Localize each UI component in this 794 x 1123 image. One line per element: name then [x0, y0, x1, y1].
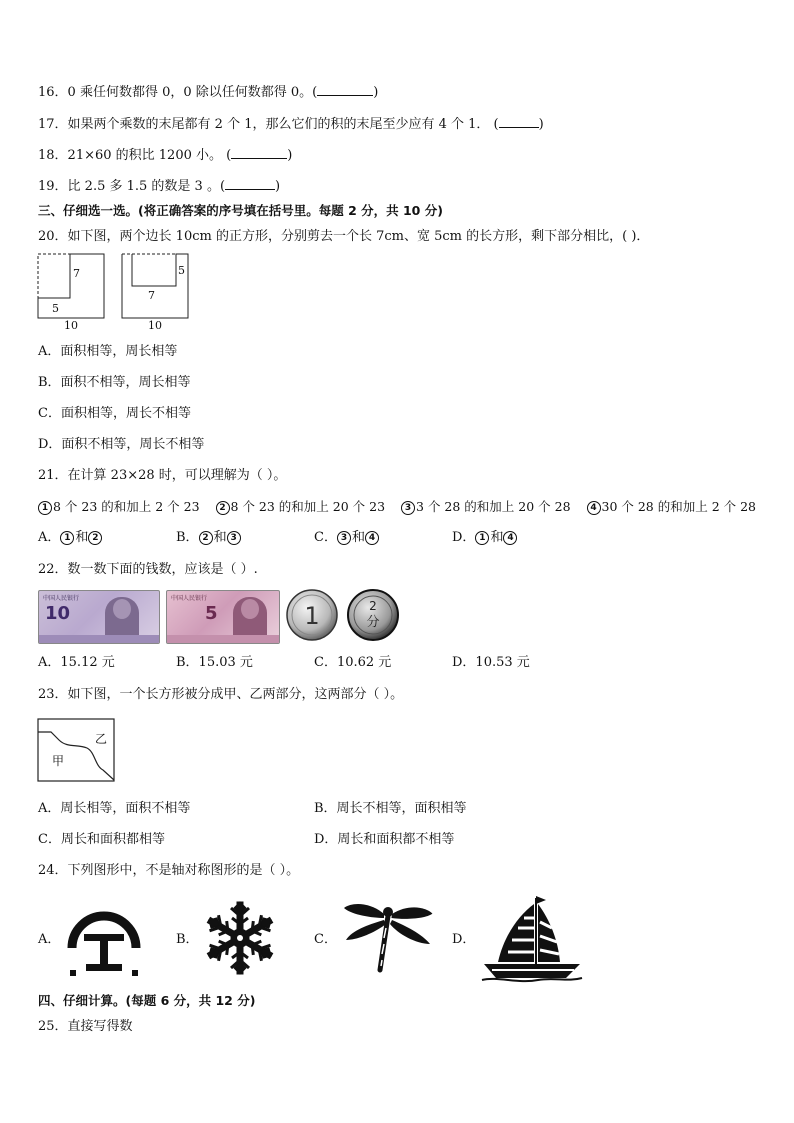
q24-option-c-letter[interactable]: C．: [314, 932, 337, 947]
q21-option-b[interactable]: B． 2 和 3: [176, 529, 242, 547]
q22-option-c[interactable]: C．10.62 元: [314, 655, 392, 670]
question-25: 25．直接写得数: [38, 1019, 133, 1034]
question-17: 17．如果两个乘数的末尾都有 2 个 1，那么它们的积的末尾至少应有 4 个 1． ( ): [38, 114, 544, 134]
question-21-stem: 21．在计算 23×28 时，可以理解为（ ）。: [38, 468, 287, 483]
one-yuan-coin: [285, 588, 339, 642]
metro-logo-icon[interactable]: [64, 898, 144, 978]
q24-option-b-letter[interactable]: B．: [176, 932, 199, 947]
q21-option-d[interactable]: D． 1 和 4: [452, 529, 518, 547]
question-19: 19．比 2.5 多 1.5 的数是 3 。( ): [38, 176, 280, 196]
q22-option-d[interactable]: D．10.53 元: [452, 655, 530, 670]
five-yuan-note: 中国人民银行 5: [166, 590, 280, 644]
q24-option-a-letter[interactable]: A．: [38, 932, 61, 947]
question-16: 16．0 乘任何数都得 0，0 除以任何数都得 0。( ): [38, 82, 378, 102]
svg-text:分: 分: [366, 615, 380, 630]
q23-option-d[interactable]: D．周长和面积都不相等: [314, 832, 455, 847]
q20-left-label-10: 10: [64, 319, 78, 332]
q23-option-a[interactable]: A．周长相等，面积不相等: [38, 801, 191, 816]
question-22-stem: 22．数一数下面的钱数，应该是（ ）.: [38, 562, 258, 577]
two-fen-coin: [346, 588, 400, 642]
question-24-stem: 24．下列图形中，不是轴对称图形的是（ ）。: [38, 863, 300, 878]
circled-number: 2: [216, 501, 230, 515]
ten-yuan-note: 中国人民银行 10: [38, 590, 160, 644]
answer-blank[interactable]: [231, 145, 287, 159]
dragonfly-icon[interactable]: [340, 898, 436, 978]
q20-left-label-7: 7: [73, 267, 80, 280]
q23-figure: [37, 718, 117, 784]
q22-option-a[interactable]: A．15.12 元: [38, 655, 115, 670]
q23-option-b[interactable]: B．周长不相等，面积相等: [314, 801, 467, 816]
answer-blank[interactable]: [317, 82, 373, 96]
q20-left-label-5: 5: [52, 302, 59, 315]
q20-option-c[interactable]: C．面积相等，周长不相等: [38, 406, 191, 421]
q23-label-jia: 甲: [52, 754, 65, 768]
circled-number: 4: [587, 501, 601, 515]
q21-items: 1 8 个 23 的和加上 2 个 23 2 8 个 23 的和加上 20 个 23 3 3 个 28 的和加上 20 个 28 4 30 个 28 的和加上 2 个 28: [38, 498, 756, 516]
q23-option-c[interactable]: C．周长和面积都相等: [38, 832, 165, 847]
q20-right-label-7: 7: [148, 289, 155, 302]
q21-option-c[interactable]: C． 3 和 4: [314, 529, 380, 547]
circled-number: 3: [401, 501, 415, 515]
q20-option-b[interactable]: B．面积不相等，周长相等: [38, 375, 191, 390]
section-3-heading: 三、仔细选一选。(将正确答案的序号填在括号里。每题 2 分，共 10 分): [38, 203, 443, 218]
q20-right-label-10: 10: [148, 319, 162, 332]
q20-option-d[interactable]: D．面积不相等，周长不相等: [38, 437, 205, 452]
sailboat-icon[interactable]: [478, 892, 584, 984]
svg-text:2: 2: [369, 599, 377, 613]
q21-option-a[interactable]: A． 1 和 2: [38, 529, 103, 547]
q20-option-a[interactable]: A．面积相等，周长相等: [38, 344, 178, 359]
q24-option-d-letter[interactable]: D．: [452, 932, 476, 947]
question-18: 18．21×60 的积比 1200 小。 ( ): [38, 145, 292, 165]
snowflake-icon[interactable]: [200, 898, 280, 978]
q22-option-b[interactable]: B．15.03 元: [176, 655, 253, 670]
circled-number: 1: [38, 501, 52, 515]
question-20-stem: 20．如下图，两个边长 10cm 的正方形，分别剪去一个长 7cm、宽 5cm 的长方形，剩下部分相比，( )．: [38, 229, 650, 244]
q20-figure: [36, 252, 196, 332]
q23-label-yi: 乙: [95, 732, 108, 746]
section-4-heading: 四、仔细计算。(每题 6 分，共 12 分): [38, 993, 256, 1008]
question-23-stem: 23．如下图，一个长方形被分成甲、乙两部分，这两部分（ ）。: [38, 687, 404, 702]
answer-blank[interactable]: [499, 114, 539, 128]
svg-text:1: 1: [304, 602, 320, 630]
answer-blank[interactable]: [225, 176, 275, 190]
q20-right-label-5: 5: [178, 264, 185, 277]
